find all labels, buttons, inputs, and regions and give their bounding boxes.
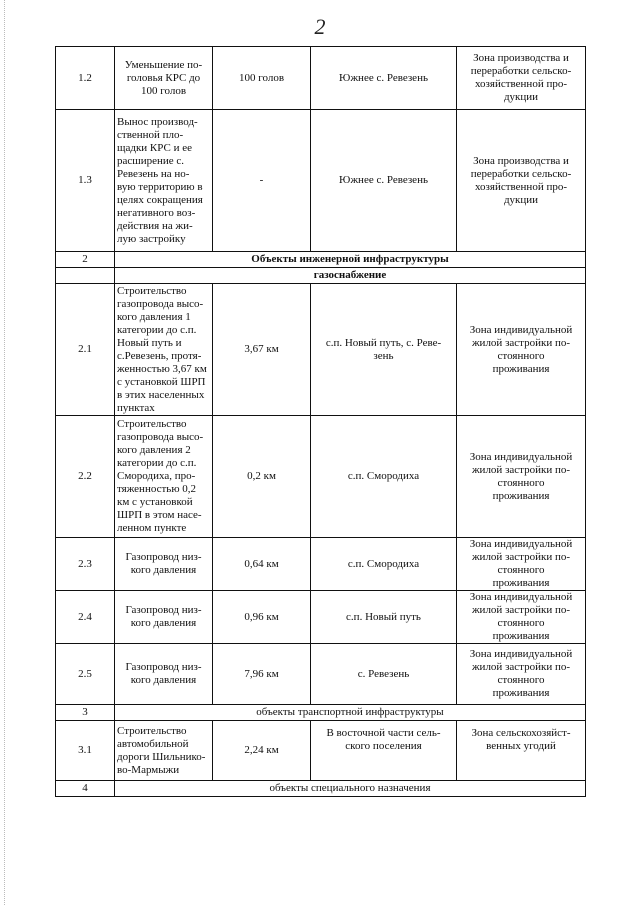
table-row	[56, 644, 586, 705]
row-number: 2.3	[56, 538, 115, 591]
measure-value: 100 голов	[213, 47, 311, 110]
subsection-title: газоснабжение	[115, 268, 586, 284]
measure-name: Уменьшение по- головья КРС до 100 голов	[115, 47, 213, 110]
row-number	[56, 268, 115, 284]
row-number: 2.5	[56, 644, 115, 705]
functional-zone: Зона сельскохозяйст- венных угодий	[457, 721, 586, 781]
row-number: 2.2	[56, 416, 115, 538]
measure-name: Газопровод низ- кого давления	[115, 538, 213, 591]
measure-value: 7,96 км	[213, 644, 311, 705]
measure-location: В восточной части сель- ского поселения	[311, 721, 457, 781]
table-row	[56, 252, 586, 268]
functional-zone: Зона производства и переработки сельско- хозяйственной про- дукции	[457, 47, 586, 110]
table-row	[56, 721, 586, 781]
measure-name: Газопровод низ- кого давления	[115, 591, 213, 644]
table-row	[56, 591, 586, 644]
measure-value: 2,24 км	[213, 721, 311, 781]
measure-name: Вынос производ- ственной пло- щадки КРС и ее расширение с. Ревезень на но- вую территорию в целях сокращения негативного воз- действия на жи- лую застройку	[115, 110, 213, 252]
row-number: 1.2	[56, 47, 115, 110]
table-row	[56, 781, 586, 797]
measure-location: с.п. Смородиха	[311, 538, 457, 591]
functional-zone: Зона индивидуальной жилой застройки по- стоянного проживания	[457, 284, 586, 416]
table-row	[56, 47, 586, 110]
measure-name: Строительство газопровода высо- кого давления 1 категории до с.п. Новый путь и с.Ревезень, протя- женностью 3,67 км с установкой ШРП в этих населенных пунктах	[115, 284, 213, 416]
functional-zone: Зона индивидуальной жилой застройки по- стоянного проживания	[457, 591, 586, 644]
functional-zone: Зона индивидуальной жилой застройки по- стоянного проживания	[457, 416, 586, 538]
row-number: 3.1	[56, 721, 115, 781]
functional-zone: Зона производства и переработки сельско- хозяйственной про- дукции	[457, 110, 586, 252]
table-body	[56, 47, 586, 797]
row-number: 2	[56, 252, 115, 268]
measure-location: с. Ревезень	[311, 644, 457, 705]
planning-table	[55, 46, 586, 797]
measure-location: с.п. Новый путь	[311, 591, 457, 644]
table-row	[56, 284, 586, 416]
measure-value: -	[213, 110, 311, 252]
scan-edge-speckle	[4, 0, 6, 905]
measure-name: Строительство газопровода высо- кого давления 2 категории до с.п. Смородиха, про- тяженностью 0,2 км с установкой ШРП в этом насе- ленном пункте	[115, 416, 213, 538]
row-number: 4	[56, 781, 115, 797]
row-number: 3	[56, 705, 115, 721]
measure-location: с.п. Новый путь, с. Реве- зень	[311, 284, 457, 416]
row-number: 2.4	[56, 591, 115, 644]
section-title: Объекты инженерной инфраструктуры	[115, 252, 586, 268]
measure-value: 0,2 км	[213, 416, 311, 538]
measure-name: Газопровод низ- кого давления	[115, 644, 213, 705]
measure-location: Южнее с. Ревезень	[311, 47, 457, 110]
section-title: объекты специального назначения	[115, 781, 586, 797]
table-row	[56, 268, 586, 284]
page-number: 2	[314, 14, 326, 39]
row-number: 2.1	[56, 284, 115, 416]
functional-zone: Зона индивидуальной жилой застройки по- стоянного проживания	[457, 538, 586, 591]
table-row	[56, 110, 586, 252]
table-row	[56, 705, 586, 721]
table-row	[56, 538, 586, 591]
measure-value: 3,67 км	[213, 284, 311, 416]
measure-location: с.п. Смородиха	[311, 416, 457, 538]
measure-value: 0,64 км	[213, 538, 311, 591]
row-number: 1.3	[56, 110, 115, 252]
section-title: объекты транспортной инфраструктуры	[115, 705, 586, 721]
table-row	[56, 416, 586, 538]
measure-location: Южнее с. Ревезень	[311, 110, 457, 252]
measure-name: Строительство автомобильной дороги Шильнико- во-Мармыжи	[115, 721, 213, 781]
measure-value: 0,96 км	[213, 591, 311, 644]
functional-zone: Зона индивидуальной жилой застройки по- стоянного проживания	[457, 644, 586, 705]
